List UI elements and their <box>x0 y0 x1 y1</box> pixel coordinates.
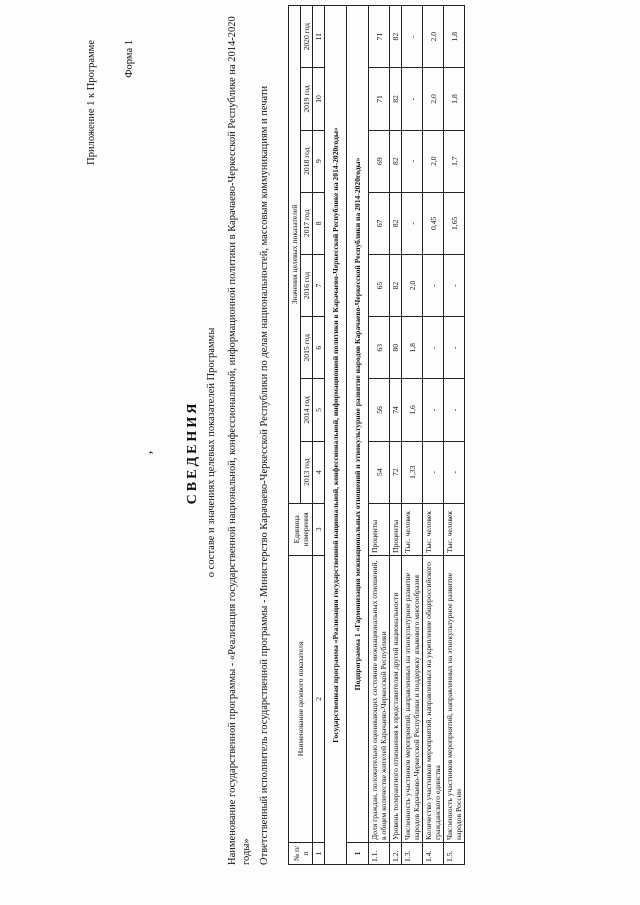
row-value: 82 <box>390 130 402 192</box>
row-indicator-name: Доля граждан, положительно оценивающих состояние межнациональных отношений, в общем количестве жителей Карачаево-Черкесской Республики <box>369 555 390 842</box>
row-indicator-name: Численность участников мероприятий, направленных на этнокультурное развитие народов Карачаево-Черкесской Республики и поддержку языкового многообразия <box>402 555 423 842</box>
form-label: Форма 1 <box>124 40 135 78</box>
row-value: - <box>444 254 465 316</box>
year-header: 2016 год <box>301 254 313 316</box>
row-value: 1,65 <box>444 192 465 254</box>
row-unit: Тыс. человек <box>402 503 423 555</box>
col-number: 1 <box>313 842 325 864</box>
row-value: - <box>402 6 423 68</box>
row-value: 2,0 <box>402 254 423 316</box>
row-indicator-name: Уровень толерантного отношения к представителям другой национальности <box>390 555 402 842</box>
col-number: 7 <box>313 254 325 316</box>
row-value: 1,7 <box>444 130 465 192</box>
table-row <box>423 6 444 865</box>
row-unit: Проценты <box>390 503 402 555</box>
row-unit: Проценты <box>369 503 390 555</box>
col-number: 3 <box>313 503 325 555</box>
year-header: 2020 год <box>301 6 313 68</box>
row-value: 54 <box>369 441 390 503</box>
row-number: 1.4. <box>423 842 444 864</box>
document-title: СВЕДЕНИЯ <box>185 400 200 505</box>
subprogram-row <box>347 6 369 865</box>
column-numbers-row <box>313 6 325 865</box>
row-value: 1,8 <box>444 68 465 130</box>
row-value: 80 <box>390 317 402 379</box>
row-value: 74 <box>390 379 402 441</box>
row-value: 2,0 <box>423 6 444 68</box>
row-value: 69 <box>369 130 390 192</box>
col-number: 8 <box>313 192 325 254</box>
col-number: 11 <box>313 6 325 68</box>
indicators-table <box>288 5 465 865</box>
col-num-header: № п/п <box>289 842 313 864</box>
year-header: 2013 год <box>301 441 313 503</box>
program-name: Наименование государственной программы - «Реализация государственной национальной, конфессиональной, информационной политики в Карачаево-Черкесской Республике на 2014-2020 годы» <box>227 16 252 865</box>
program-row <box>325 6 347 865</box>
row-number: 1.1. <box>369 842 390 864</box>
col-number: 10 <box>313 68 325 130</box>
row-number: 1.5. <box>444 842 465 864</box>
row-value: 82 <box>390 6 402 68</box>
row-value: 65 <box>369 254 390 316</box>
row-number: 1.2. <box>390 842 402 864</box>
row-value: - <box>402 192 423 254</box>
row-value: 82 <box>390 192 402 254</box>
row-value: 1,33 <box>402 441 423 503</box>
row-indicator-name: Количество участников мероприятий, направленных на укрепление общероссийского гражданского единства <box>423 555 444 842</box>
row-value: 1,8 <box>402 317 423 379</box>
col-name-header: Наименование целевого показателя <box>289 555 313 842</box>
row-unit: Тыс. человек <box>444 503 465 555</box>
year-header: 2019 год <box>301 68 313 130</box>
table-row <box>444 6 465 865</box>
stray-mark: , <box>140 451 154 454</box>
year-header: 2014 год <box>301 379 313 441</box>
table-row <box>402 6 423 865</box>
values-group-header: Значения целевых показателей <box>289 6 301 504</box>
year-header: 2017 год <box>301 192 313 254</box>
row-value: - <box>423 317 444 379</box>
row-value: 1,8 <box>444 6 465 68</box>
row-value: - <box>423 254 444 316</box>
table-row <box>369 6 390 865</box>
row-indicator-name: Численность участников мероприятий, направленных на этнокультурное развитие народов России <box>444 555 465 842</box>
row-value: - <box>423 379 444 441</box>
row-value: - <box>402 68 423 130</box>
row-value: 2,0 <box>423 130 444 192</box>
row-unit: Тыс. человек <box>423 503 444 555</box>
year-header: 2015 год <box>301 317 313 379</box>
col-number: 9 <box>313 130 325 192</box>
program-title-cell: Государственная программа «Реализация государственной национальной, конфессиональной, информационной политики в Карачаево-Черкесской Республике на 2014-2020годы» <box>325 6 347 865</box>
col-number: 2 <box>313 555 325 842</box>
col-unit-header: Единица измерения <box>289 503 313 555</box>
row-value: 56 <box>369 379 390 441</box>
row-number: 1.3. <box>402 842 423 864</box>
row-value: 82 <box>390 68 402 130</box>
subprogram-number: 1 <box>347 842 369 864</box>
row-value: 71 <box>369 6 390 68</box>
row-value: 0,45 <box>423 192 444 254</box>
row-value: - <box>402 130 423 192</box>
row-value: 67 <box>369 192 390 254</box>
row-value: 2,0 <box>423 68 444 130</box>
document-subtitle: о составе и значениях целевых показателей Программы <box>206 327 217 578</box>
col-number: 5 <box>313 379 325 441</box>
col-number: 4 <box>313 441 325 503</box>
year-header: 2018 год <box>301 130 313 192</box>
row-value: 1,6 <box>402 379 423 441</box>
row-value: - <box>444 317 465 379</box>
row-value: - <box>444 441 465 503</box>
responsible-executor: Ответственный исполнитель государственной программы - Министерство Карачаево-Черкесской Республики по делам национальностей, массовым коммуникациям и печати <box>259 85 270 865</box>
table-row <box>390 6 402 865</box>
col-number: 6 <box>313 317 325 379</box>
row-value: 72 <box>390 441 402 503</box>
subprogram-title-cell: Подпрограмма 1 «Гармонизация межнациональных отношений и этнокультурное развитие народов Карачаево-Черкесской Республики на 2014-2020годы» <box>347 6 369 843</box>
appendix-label: Приложение 1 к Программе <box>86 40 97 165</box>
row-value: 71 <box>369 68 390 130</box>
row-value: - <box>423 441 444 503</box>
row-value: - <box>444 379 465 441</box>
row-value: 63 <box>369 317 390 379</box>
header-row <box>289 6 301 865</box>
row-value: 82 <box>390 254 402 316</box>
